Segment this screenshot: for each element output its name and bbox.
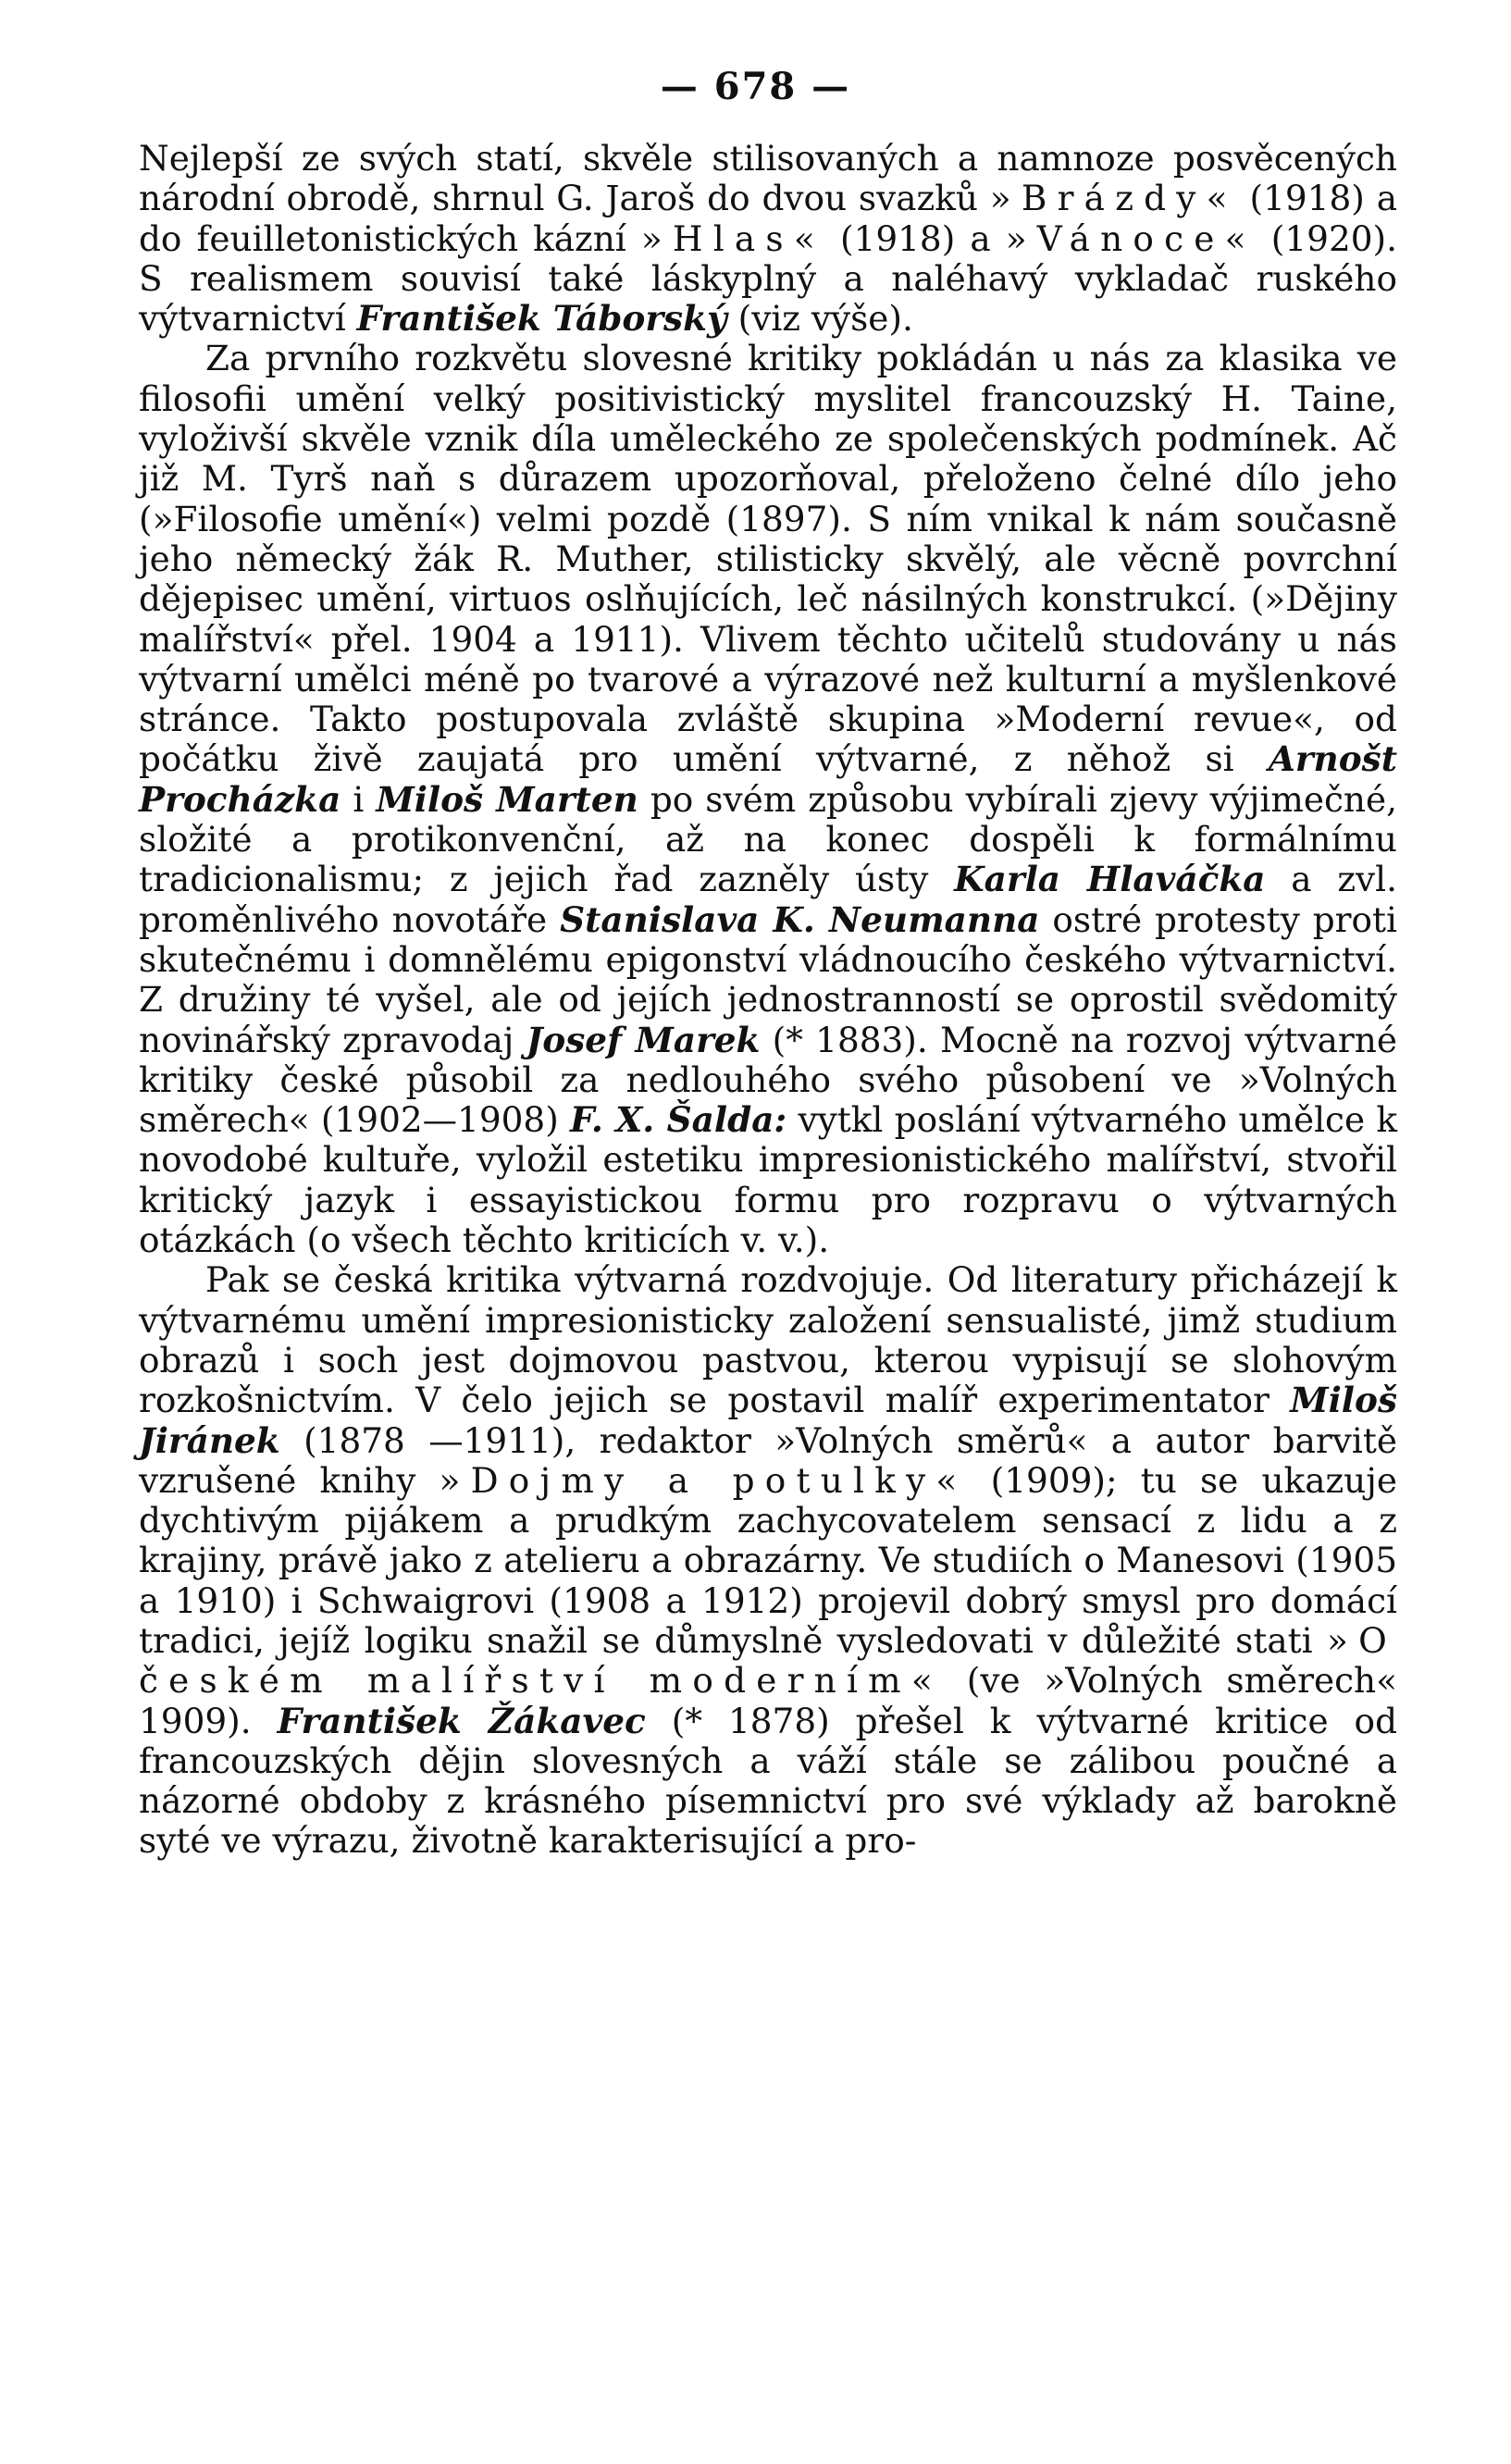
paragraph xyxy=(139,1260,1397,1861)
text-run: (* 1878) přešel k výtvarné kritice od francouzských dějin slovesných a váží stále se zálibou poučné a názorné obdoby z krásného písemnictví pro své výklady až barokně syté ve výrazu, životně karakterisující a pro- xyxy=(139,1700,1398,1862)
text-run: i xyxy=(341,778,377,820)
text-run: (ve »Volných směrech« 1909). xyxy=(139,1660,1397,1741)
text-run: po svém způsobu vybírali zjevy výjimečné, složité a protikonvenční, až na konec dospěli k formálnímu tradicionalismu; z jejich řad zazněly ústy xyxy=(139,778,1397,900)
person-name: F. X. Šalda: xyxy=(570,1099,787,1141)
text-column xyxy=(139,139,1397,1862)
person-name: František Žákavec xyxy=(277,1700,646,1741)
person-name: Miloš Marten xyxy=(376,778,638,820)
text-run: (1920). S realismem souvisí také láskyplný a naléhavý vykladač ruského výtvarnictví xyxy=(139,217,1397,340)
text-run: Nejlepší ze svých statí, skvěle stilisovaných a namnoze posvěcených národní obrodě, shrnul G. Jaroš do dvou svazků xyxy=(139,138,1397,219)
person-name: Stanislava K. Neumanna xyxy=(560,898,1040,940)
person-name: Arnošt Procházka xyxy=(139,738,1397,820)
spaced-title: »Brázdy« xyxy=(989,178,1238,219)
paragraph xyxy=(139,339,1397,1260)
text-run: (1909); tu se ukazuje dychtivým pijákem a prudkým zachycovatelem sensací z lidu a z krajiny, právě jako z atelieru a obrazárny. Ve studiích o Manesovi (1905 a 1910) i Schwaigrovi (1908 a 1912) projevil dobrý smysl pro domácí tradici, jejíž logiku snažil se důmyslně vysledovati v důležité stati xyxy=(139,1459,1397,1661)
person-name: František Táborský xyxy=(356,298,727,340)
text-run: Za prvního rozkvětu slovesné kritiky pokládán u nás za klasika ve filosofii umění velký positivistický myslitel francouzský H. Taine, vyloživší skvěle vznik díla uměleckého ze společenských podmínek. Ač již M. Tyrš naň s důrazem upozorňoval, přeloženo čelné dílo jeho (»Filosofie umění«) velmi pozdě (1897). S ním vnikal k nám současně jeho německý žák R. Muther, stilisticky skvělý, ale věcně povrchní dějepisec umění, virtuos oslňujících, leč násilných konstrukcí. (»Dějiny malířství« přel. 1904 a 1911). Vlivem těchto učitelů studovány u nás výtvarní umělci méně po tvarové a výrazové než kulturní a myšlenkové stránce. Takto postupovala zvláště skupina »Moderní revue«, od počátku živě zaujatá pro umění výtvarné, z něhož si xyxy=(139,338,1397,780)
spaced-title: »Dojmy a potulky« xyxy=(439,1459,968,1501)
text-run: Pak se česká kritika výtvarná rozdvojuje. Od literatury přicházejí k výtvarnému umění impresionisticky založení sensualisté, jimž studium obrazů i soch jest dojmovou pastvou, kterou vypisují se slohovým rozkošnictvím. V čelo jejich se postavil malíř experimentator xyxy=(139,1259,1397,1421)
text-run: ostré protesty proti skutečnému i domnělému epigonství vládnoucího českého výtvarnictví. Z družiny té vyšel, ale od jejích jednostranností se oprostil svědomitý novinářský zpravodaj xyxy=(139,898,1398,1060)
person-name: Josef Marek xyxy=(526,1019,761,1060)
text-run: (1918) a do feuilletonistických kázní xyxy=(139,178,1397,259)
spaced-title: »Vánoce« xyxy=(1005,217,1257,259)
paragraph xyxy=(139,139,1397,339)
person-name: Karla Hlaváčka xyxy=(954,859,1266,900)
text-run: a zvl. proměnlivého novotáře xyxy=(139,859,1397,940)
spaced-title: »O českém malířství moderním« xyxy=(139,1619,1397,1702)
page-number: — 678 — xyxy=(660,65,851,108)
text-run: vytkl poslání výtvarného umělce k novodobé kultuře, vyložil estetiku impresionistického malířství, stvořil kritický jazyk i essayistickou formu pro rozpravu o výtvarných otázkách (o všech těchto kriticích v. v.). xyxy=(139,1099,1397,1261)
text-run: (* 1883). Mocně na rozvoj výtvarné kritiky české působil za nedlouhého svého působení ve »Volných směrech« (1902—1908) xyxy=(139,1019,1397,1141)
text-run: (viz výše). xyxy=(726,298,913,340)
spaced-title: »Hlas« xyxy=(640,217,825,259)
person-name: Miloš Jiránek xyxy=(139,1380,1397,1461)
text-run: (1918) a xyxy=(824,217,1006,259)
text-run: (1878 —1911), redaktor »Volných směrů« a autor barvitě vzrušené knihy xyxy=(139,1419,1397,1501)
